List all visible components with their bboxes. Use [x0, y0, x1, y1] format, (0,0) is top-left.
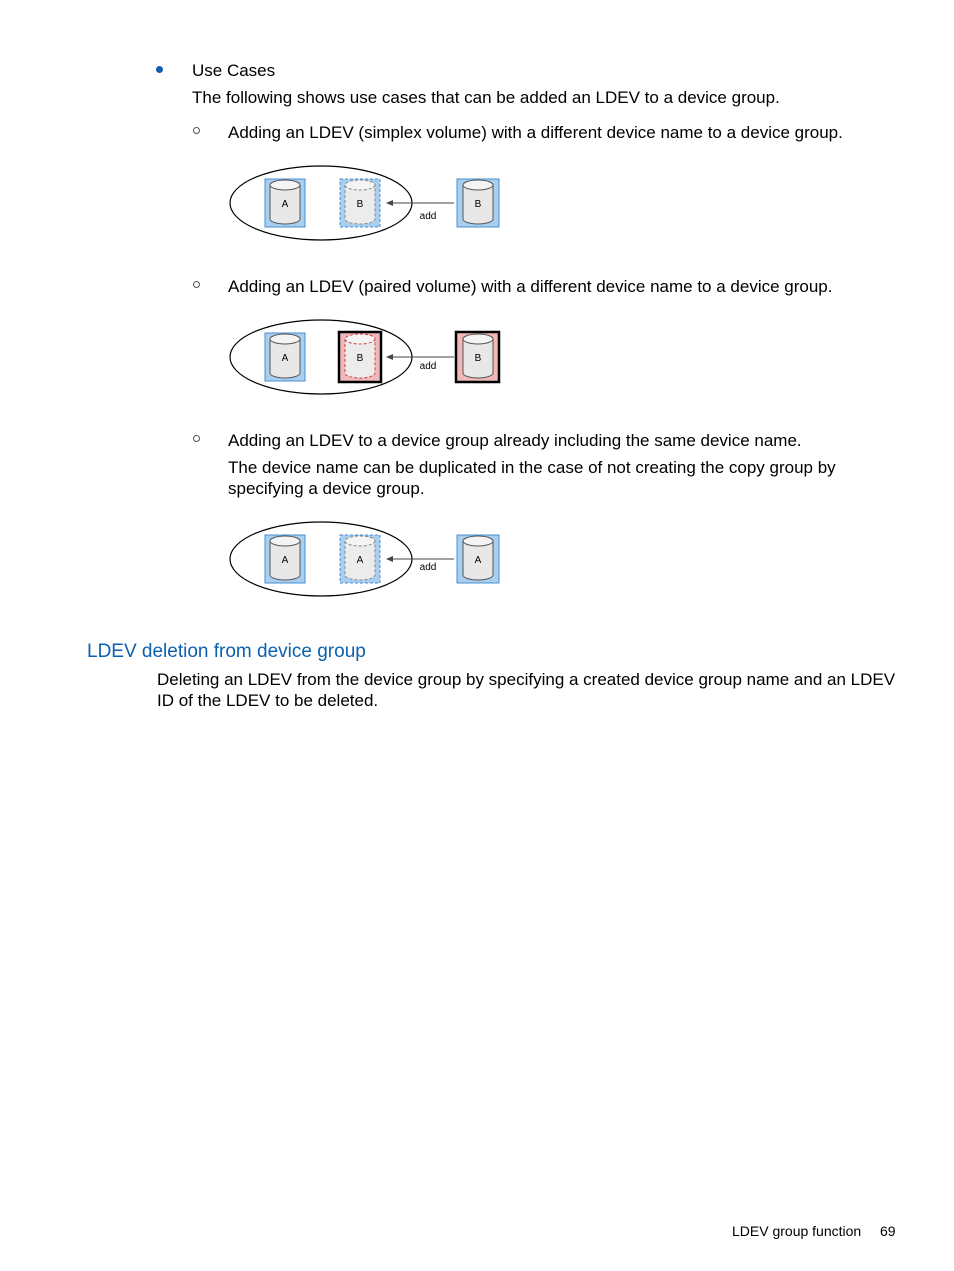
circle-bullet-icon: [193, 281, 200, 288]
footer-label: LDEV group function: [732, 1223, 862, 1239]
volume-label: A: [474, 555, 482, 566]
add-label: add: [419, 211, 437, 222]
use-case-2-text: Adding an LDEV (paired volume) with a different device name to a device group.: [228, 277, 833, 296]
volume-label: A: [281, 199, 289, 210]
volume-label: A: [356, 555, 364, 566]
device-group-ellipse: [230, 522, 412, 596]
volume-label: B: [356, 353, 364, 364]
device-group-ellipse: [230, 166, 412, 240]
use-case-1-text: Adding an LDEV (simplex volume) with a different device name to a device group.: [228, 123, 843, 142]
use-case-3-note-line2: specifying a device group.: [228, 479, 425, 498]
volume-label: B: [474, 353, 482, 364]
device-group-diagram-1: [226, 163, 506, 245]
section-body-line1: Deleting an LDEV from the device group by specifying a created device group name and an LDEV: [157, 670, 896, 689]
diagram-same-name: [226, 519, 506, 601]
circle-bullet-icon: [193, 127, 200, 134]
use-cases-title: Use Cases: [192, 61, 276, 80]
section-body-line2: ID of the LDEV to be deleted.: [157, 691, 379, 710]
use-cases-intro: The following shows use cases that can be added an LDEV to a device group.: [192, 88, 780, 107]
add-label: add: [419, 562, 437, 573]
circle-bullet-icon: [193, 435, 200, 442]
device-group-diagram-3: [226, 519, 506, 601]
volume-label: B: [474, 199, 482, 210]
section-heading: LDEV deletion from device group: [87, 641, 366, 662]
volume-label: A: [281, 353, 289, 364]
device-group-diagram-2: [226, 317, 506, 399]
bullet-dot-icon: [156, 66, 163, 73]
volume-label: B: [356, 199, 364, 210]
page-number: 69: [880, 1223, 896, 1239]
device-group-ellipse: [230, 320, 412, 394]
add-label: add: [419, 361, 437, 372]
diagram-paired-different-name: [226, 317, 506, 399]
volume-label: A: [281, 555, 289, 566]
use-case-3-note-line1: The device name can be duplicated in the case of not creating the copy group by: [228, 458, 836, 477]
use-case-3-text: Adding an LDEV to a device group already including the same device name.: [228, 431, 802, 450]
diagram-simplex-different-name: [226, 163, 506, 245]
